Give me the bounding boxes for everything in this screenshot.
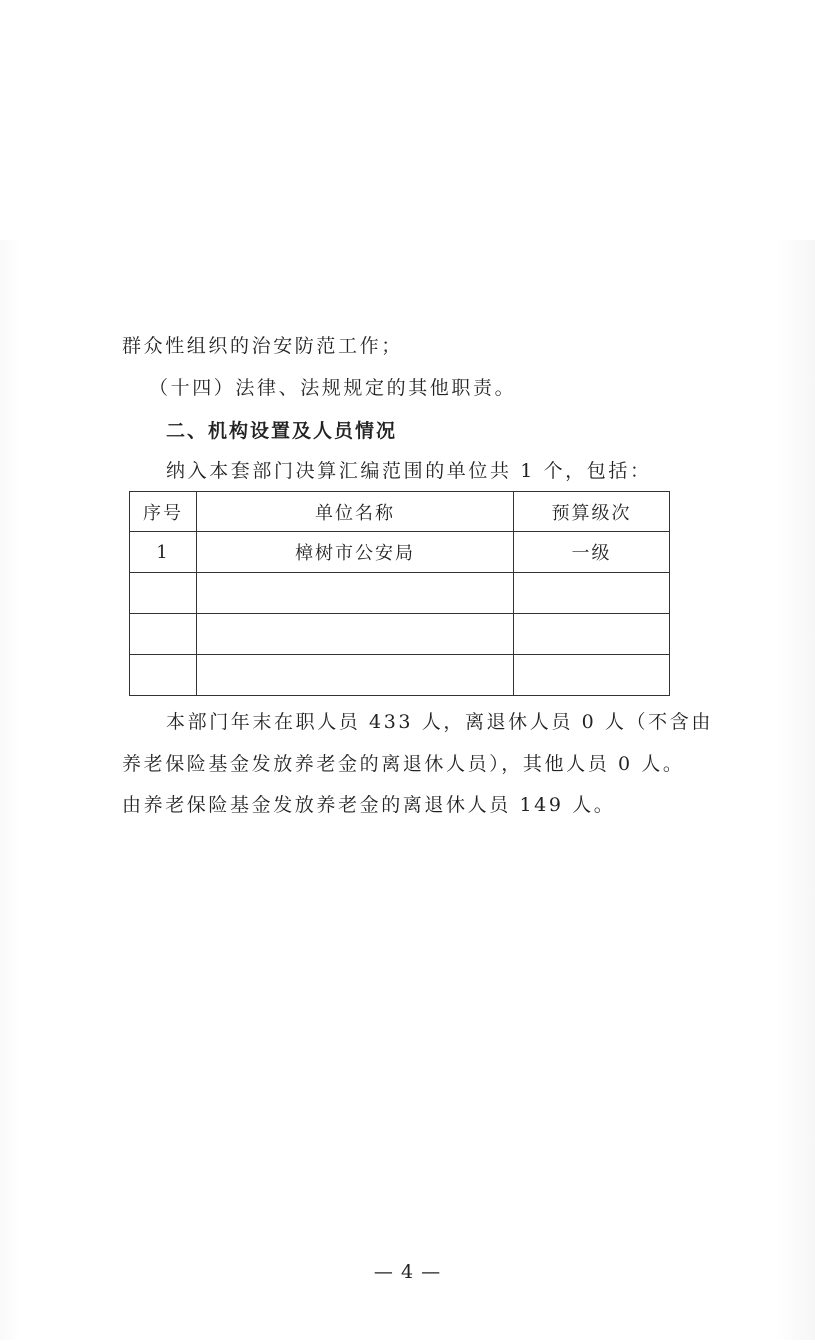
header-budget-level: 预算级次 [514,492,670,532]
cell-index: 1 [130,532,197,573]
table-header-row [130,492,670,532]
cell-unit-name [197,614,514,655]
table-row [130,614,670,655]
cell-budget-level [514,614,670,655]
cell-index [130,614,197,655]
section-heading: 二、机构设置及人员情况 [166,420,398,442]
paragraph-item-14: （十四）法律、法规规定的其他职责。 [149,377,517,399]
cell-unit-name [197,655,514,696]
scan-shadow-left [0,240,22,1340]
staff-paragraph-line-3: 由养老保险基金发放养老金的离退休人员 149 人。 [122,794,616,816]
cell-unit-name: 樟树市公安局 [197,532,514,573]
staff-paragraph-line-1: 本部门年末在职人员 433 人，离退休人员 0 人（不含由 [166,711,713,733]
cell-index [130,573,197,614]
header-index: 序号 [130,492,197,532]
paragraph-continuation: 群众性组织的治安防范工作； [122,335,403,357]
table-row [130,573,670,614]
unit-table [129,491,670,696]
paragraph-intro: 纳入本套部门决算汇编范围的单位共 1 个，包括： [166,460,652,482]
cell-unit-name [197,573,514,614]
staff-paragraph-line-2: 养老保险基金发放养老金的离退休人员），其他人员 0 人。 [122,753,685,775]
table-row [130,655,670,696]
scan-shadow-right [775,240,815,1340]
cell-index [130,655,197,696]
cell-budget-level [514,655,670,696]
header-unit-name: 单位名称 [197,492,514,532]
cell-budget-level [514,573,670,614]
cell-budget-level: 一级 [514,532,670,573]
page-number: — 4 — [373,1261,442,1283]
table-row [130,532,670,573]
